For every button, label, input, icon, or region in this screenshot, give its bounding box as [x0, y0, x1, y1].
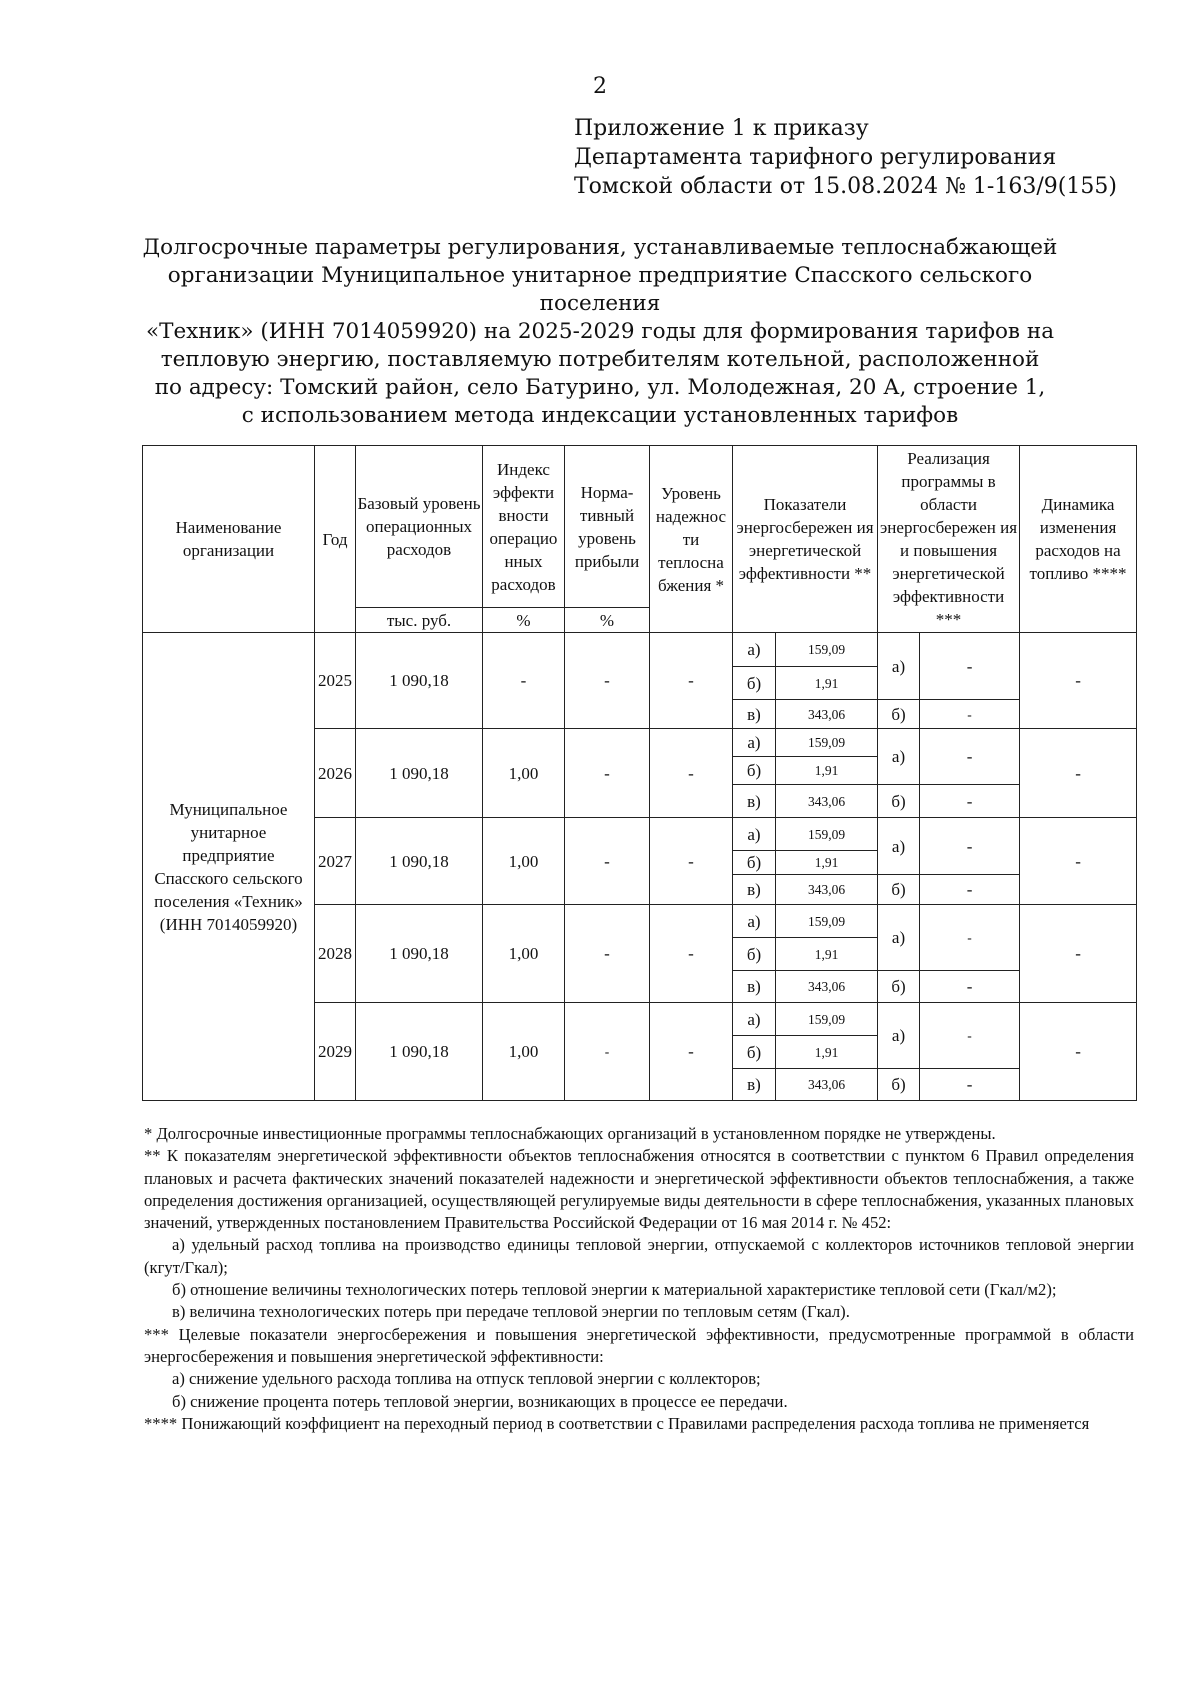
program-value: -: [920, 905, 1020, 971]
header-year: Год: [315, 446, 356, 633]
normative-profit-cell: -: [565, 1003, 650, 1101]
program-value: -: [920, 1003, 1020, 1069]
indicator-value: 343,06: [776, 971, 878, 1003]
year-cell: 2028: [315, 905, 356, 1003]
organization-cell: Муниципальное унитарное предприятие Спасского сельского поселения «Техник» (ИНН 7014059920): [143, 633, 315, 1101]
program-label: б): [878, 1069, 920, 1101]
document-title: [130, 234, 1070, 430]
title-line: тепловую энергию, поставляемую потребителям котельной, расположенной: [160, 347, 1040, 372]
table-row: [143, 633, 1137, 667]
appendix-header: [574, 114, 1117, 201]
base-level-cell: 1 090,18: [356, 633, 483, 729]
fuel-dynamics-cell: -: [1020, 729, 1137, 818]
fuel-dynamics-cell: -: [1020, 905, 1137, 1003]
indicator-label: б): [733, 851, 776, 875]
program-value: -: [920, 875, 1020, 905]
indicator-value: 1,91: [776, 938, 878, 971]
fuel-dynamics-cell: -: [1020, 818, 1137, 905]
reliability-cell: -: [650, 1003, 733, 1101]
year-cell: 2027: [315, 818, 356, 905]
program-label: б): [878, 875, 920, 905]
appendix-line: Приложение 1 к приказу: [574, 116, 869, 141]
base-level-cell: 1 090,18: [356, 818, 483, 905]
indicator-value: 343,06: [776, 700, 878, 729]
appendix-line: Департамента тарифного регулирования: [574, 145, 1057, 170]
program-value: -: [920, 1069, 1020, 1101]
program-value: -: [920, 700, 1020, 729]
page-number: 2: [593, 74, 607, 99]
indicator-label: б): [733, 757, 776, 785]
efficiency-index-cell: 1,00: [483, 905, 565, 1003]
title-line: организации Муниципальное унитарное предприятие Спасского сельского поселения: [167, 263, 1033, 316]
footnote: *** Целевые показатели энергосбережения и повышения энергетической эффективности, предусмотренные программой в области энергосбережения и повышения энергетической эффективности:: [144, 1324, 1134, 1366]
indicator-label: а): [733, 729, 776, 757]
indicator-label: в): [733, 971, 776, 1003]
reliability-cell: -: [650, 633, 733, 729]
normative-profit-cell: -: [565, 633, 650, 729]
year-cell: 2025: [315, 633, 356, 729]
indicator-label: б): [733, 938, 776, 971]
program-label: а): [878, 1003, 920, 1069]
indicator-value: 343,06: [776, 785, 878, 818]
unit-base-level: тыс. руб.: [356, 608, 483, 633]
program-label: а): [878, 633, 920, 700]
appendix-line: Томской области от 15.08.2024 № 1-163/9(155): [574, 174, 1117, 199]
program-value: -: [920, 971, 1020, 1003]
program-label: б): [878, 971, 920, 1003]
indicator-value: 159,09: [776, 1003, 878, 1036]
program-label: б): [878, 700, 920, 729]
indicator-label: б): [733, 667, 776, 700]
header-fuel-dynamics: Динамика изменения расходов на топливо ****: [1020, 446, 1137, 633]
footnote-item: в) величина технологических потерь при передаче тепловой энергии по тепловым сетям (Гкал).: [172, 1302, 850, 1322]
reliability-cell: -: [650, 905, 733, 1003]
base-level-cell: 1 090,18: [356, 1003, 483, 1101]
footnote-item: б) снижение процента потерь тепловой энергии, возникающих в процессе ее передачи.: [172, 1391, 788, 1411]
base-level-cell: 1 090,18: [356, 729, 483, 818]
program-label: а): [878, 818, 920, 875]
indicator-value: 343,06: [776, 1069, 878, 1101]
indicator-label: в): [733, 875, 776, 905]
indicator-value: 159,09: [776, 633, 878, 667]
indicator-value: 343,06: [776, 875, 878, 905]
fuel-dynamics-cell: -: [1020, 633, 1137, 729]
indicator-label: а): [733, 1003, 776, 1036]
normative-profit-cell: -: [565, 818, 650, 905]
indicator-value: 1,91: [776, 1036, 878, 1069]
footnote-item: а) снижение удельного расхода топлива на отпуск тепловой энергии с коллекторов;: [172, 1369, 761, 1389]
indicator-label: а): [733, 818, 776, 851]
parameters-table-wrap: [142, 445, 1136, 1101]
indicator-value: 1,91: [776, 851, 878, 875]
title-line: Долгосрочные параметры регулирования, устанавливаемые теплоснабжающей: [142, 235, 1058, 260]
header-base-level: Базовый уровень операционных расходов: [356, 446, 483, 608]
unit-efficiency-index: %: [483, 608, 565, 633]
efficiency-index-cell: -: [483, 633, 565, 729]
title-line: по адресу: Томский район, село Батурино, ул. Молодежная, 20 А, строение 1,: [154, 375, 1046, 400]
footnote: **** Понижающий коэффициент на переходный период в соответствии с Правилами распределения расхода топлива не применяется: [144, 1413, 1090, 1433]
indicator-value: 159,09: [776, 729, 878, 757]
footnotes: [144, 1123, 1134, 1435]
indicator-value: 159,09: [776, 818, 878, 851]
reliability-cell: -: [650, 729, 733, 818]
program-label: а): [878, 905, 920, 971]
indicator-value: 1,91: [776, 757, 878, 785]
program-label: б): [878, 785, 920, 818]
title-line: с использованием метода индексации установленных тарифов: [241, 403, 959, 428]
program-value: -: [920, 785, 1020, 818]
unit-normative-profit: %: [565, 608, 650, 633]
header-program-realization: Реализация программы в области энергосбережен ия и повышения энергетической эффективности ***: [878, 446, 1020, 633]
indicator-label: в): [733, 700, 776, 729]
parameters-table: [142, 445, 1137, 1101]
normative-profit-cell: -: [565, 729, 650, 818]
year-cell: 2026: [315, 729, 356, 818]
year-cell: 2029: [315, 1003, 356, 1101]
normative-profit-cell: -: [565, 905, 650, 1003]
footnote: ** К показателям энергетической эффективности объектов теплоснабжения относятся в соответствии с пунктом 6 Правил определения плановых и расчета фактических значений показателей надежности и энергетической эффективности объектов теплоснабжения, а также определения достижения организацией, осуществляющей регулируемые виды деятельности в сфере теплоснабжения, указанных плановых значений, утвержденных постановлением Правительства Российской Федерации от 16 мая 2014 г. № 452:: [144, 1146, 1134, 1233]
header-org-name: Наименование организации: [143, 446, 315, 633]
program-value: -: [920, 633, 1020, 700]
indicator-label: а): [733, 905, 776, 938]
header-normative-profit: Норма-тивный уровень прибыли: [565, 446, 650, 608]
program-label: а): [878, 729, 920, 785]
reliability-cell: -: [650, 818, 733, 905]
program-value: -: [920, 729, 1020, 785]
indicator-label: в): [733, 1069, 776, 1101]
program-value: -: [920, 818, 1020, 875]
footnote: * Долгосрочные инвестиционные программы теплоснабжающих организаций в установленном порядке не утверждены.: [144, 1124, 996, 1143]
header-energy-indicators: Показатели энергосбережен ия энергетической эффективности **: [733, 446, 878, 633]
indicator-value: 1,91: [776, 667, 878, 700]
indicator-value: 159,09: [776, 905, 878, 938]
indicator-label: а): [733, 633, 776, 667]
footnote-item: а) удельный расход топлива на производство единицы тепловой энергии, отпускаемой с коллекторов источников тепловой энергии (кгут/Гкал);: [144, 1235, 1134, 1277]
fuel-dynamics-cell: -: [1020, 1003, 1137, 1101]
base-level-cell: 1 090,18: [356, 905, 483, 1003]
header-efficiency-index: Индекс эффекти вности операцио нных расходов: [483, 446, 565, 608]
title-line: «Техник» (ИНН 7014059920) на 2025-2029 годы для формирования тарифов на: [145, 319, 1055, 344]
efficiency-index-cell: 1,00: [483, 818, 565, 905]
header-reliability: Уровень надежнос ти теплосна бжения *: [650, 446, 733, 633]
indicator-label: б): [733, 1036, 776, 1069]
efficiency-index-cell: 1,00: [483, 729, 565, 818]
indicator-label: в): [733, 785, 776, 818]
footnote-item: б) отношение величины технологических потерь тепловой энергии к материальной характеристике тепловой сети (Гкал/м2);: [172, 1280, 1057, 1300]
efficiency-index-cell: 1,00: [483, 1003, 565, 1101]
